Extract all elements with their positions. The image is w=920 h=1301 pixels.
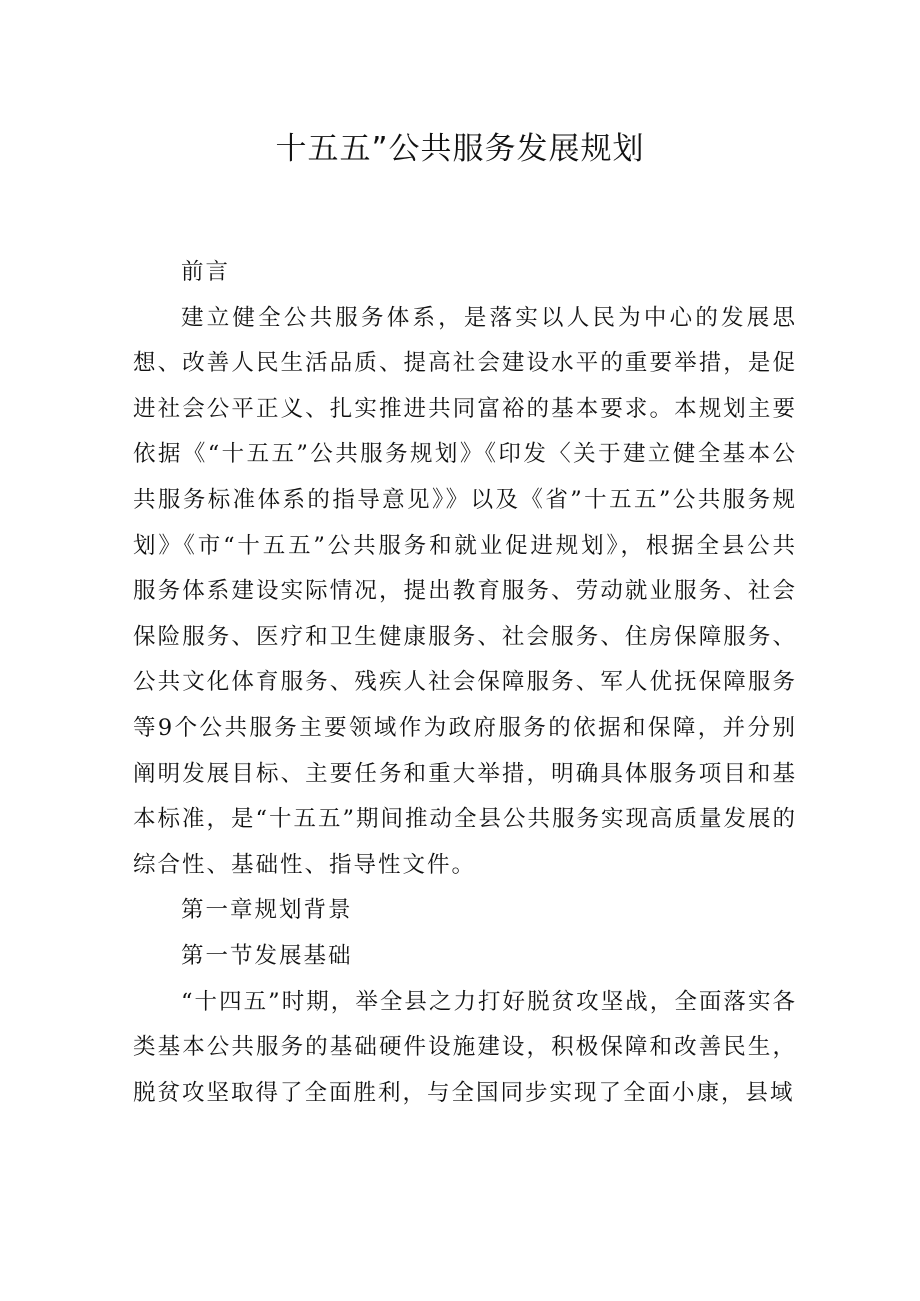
- paragraph-preface-body: 建立健全公共服务体系，是落实以人民为中心的发展思想、改善人民生活品质、提高社会建设水平的重要举措，是促进社会公平正义、扎实推进共同富裕的基本要求。本规划主要依据《“十五五”公共服务规划》《印发〈关于建立健全基本公共服务标准体系的指导意见》》以及《省”十五五”公共服务规划》《市“十五五”公共服务和就业促进规划》，根据全县公共服务体系建设实际情况，提出教育服务、劳动就业服务、社会保险服务、医疗和卫生健康服务、社会服务、住房保障服务、公共文化体育服务、残疾人社会保障服务、军人优抚保障服务等9个公共服务主要领域作为政府服务的依据和保障，并分别阐明发展目标、主要任务和重大举措，明确具体服务项目和基本标准，是“十五五”期间推动全县公共服务实现高质量发展的综合性、基础性、指导性文件。: [133, 304, 798, 878]
- section-heading-preface: 前言: [181, 259, 231, 285]
- section-heading: 第一节发展基础: [181, 942, 353, 969]
- document-body: [133, 250, 797, 1116]
- chapter-heading: 第一章规划背景: [181, 897, 353, 924]
- paragraph-development-basis: “十四五”时期，举全县之力打好脱贫攻坚战，全面落实各类基本公共服务的基础硬件设施建设，积极保障和改善民生，脱贫攻坚取得了全面胜利，与全国同步实现了全面小康，县域: [133, 988, 797, 1106]
- document-title: 十五五”公共服务发展规划: [275, 131, 645, 167]
